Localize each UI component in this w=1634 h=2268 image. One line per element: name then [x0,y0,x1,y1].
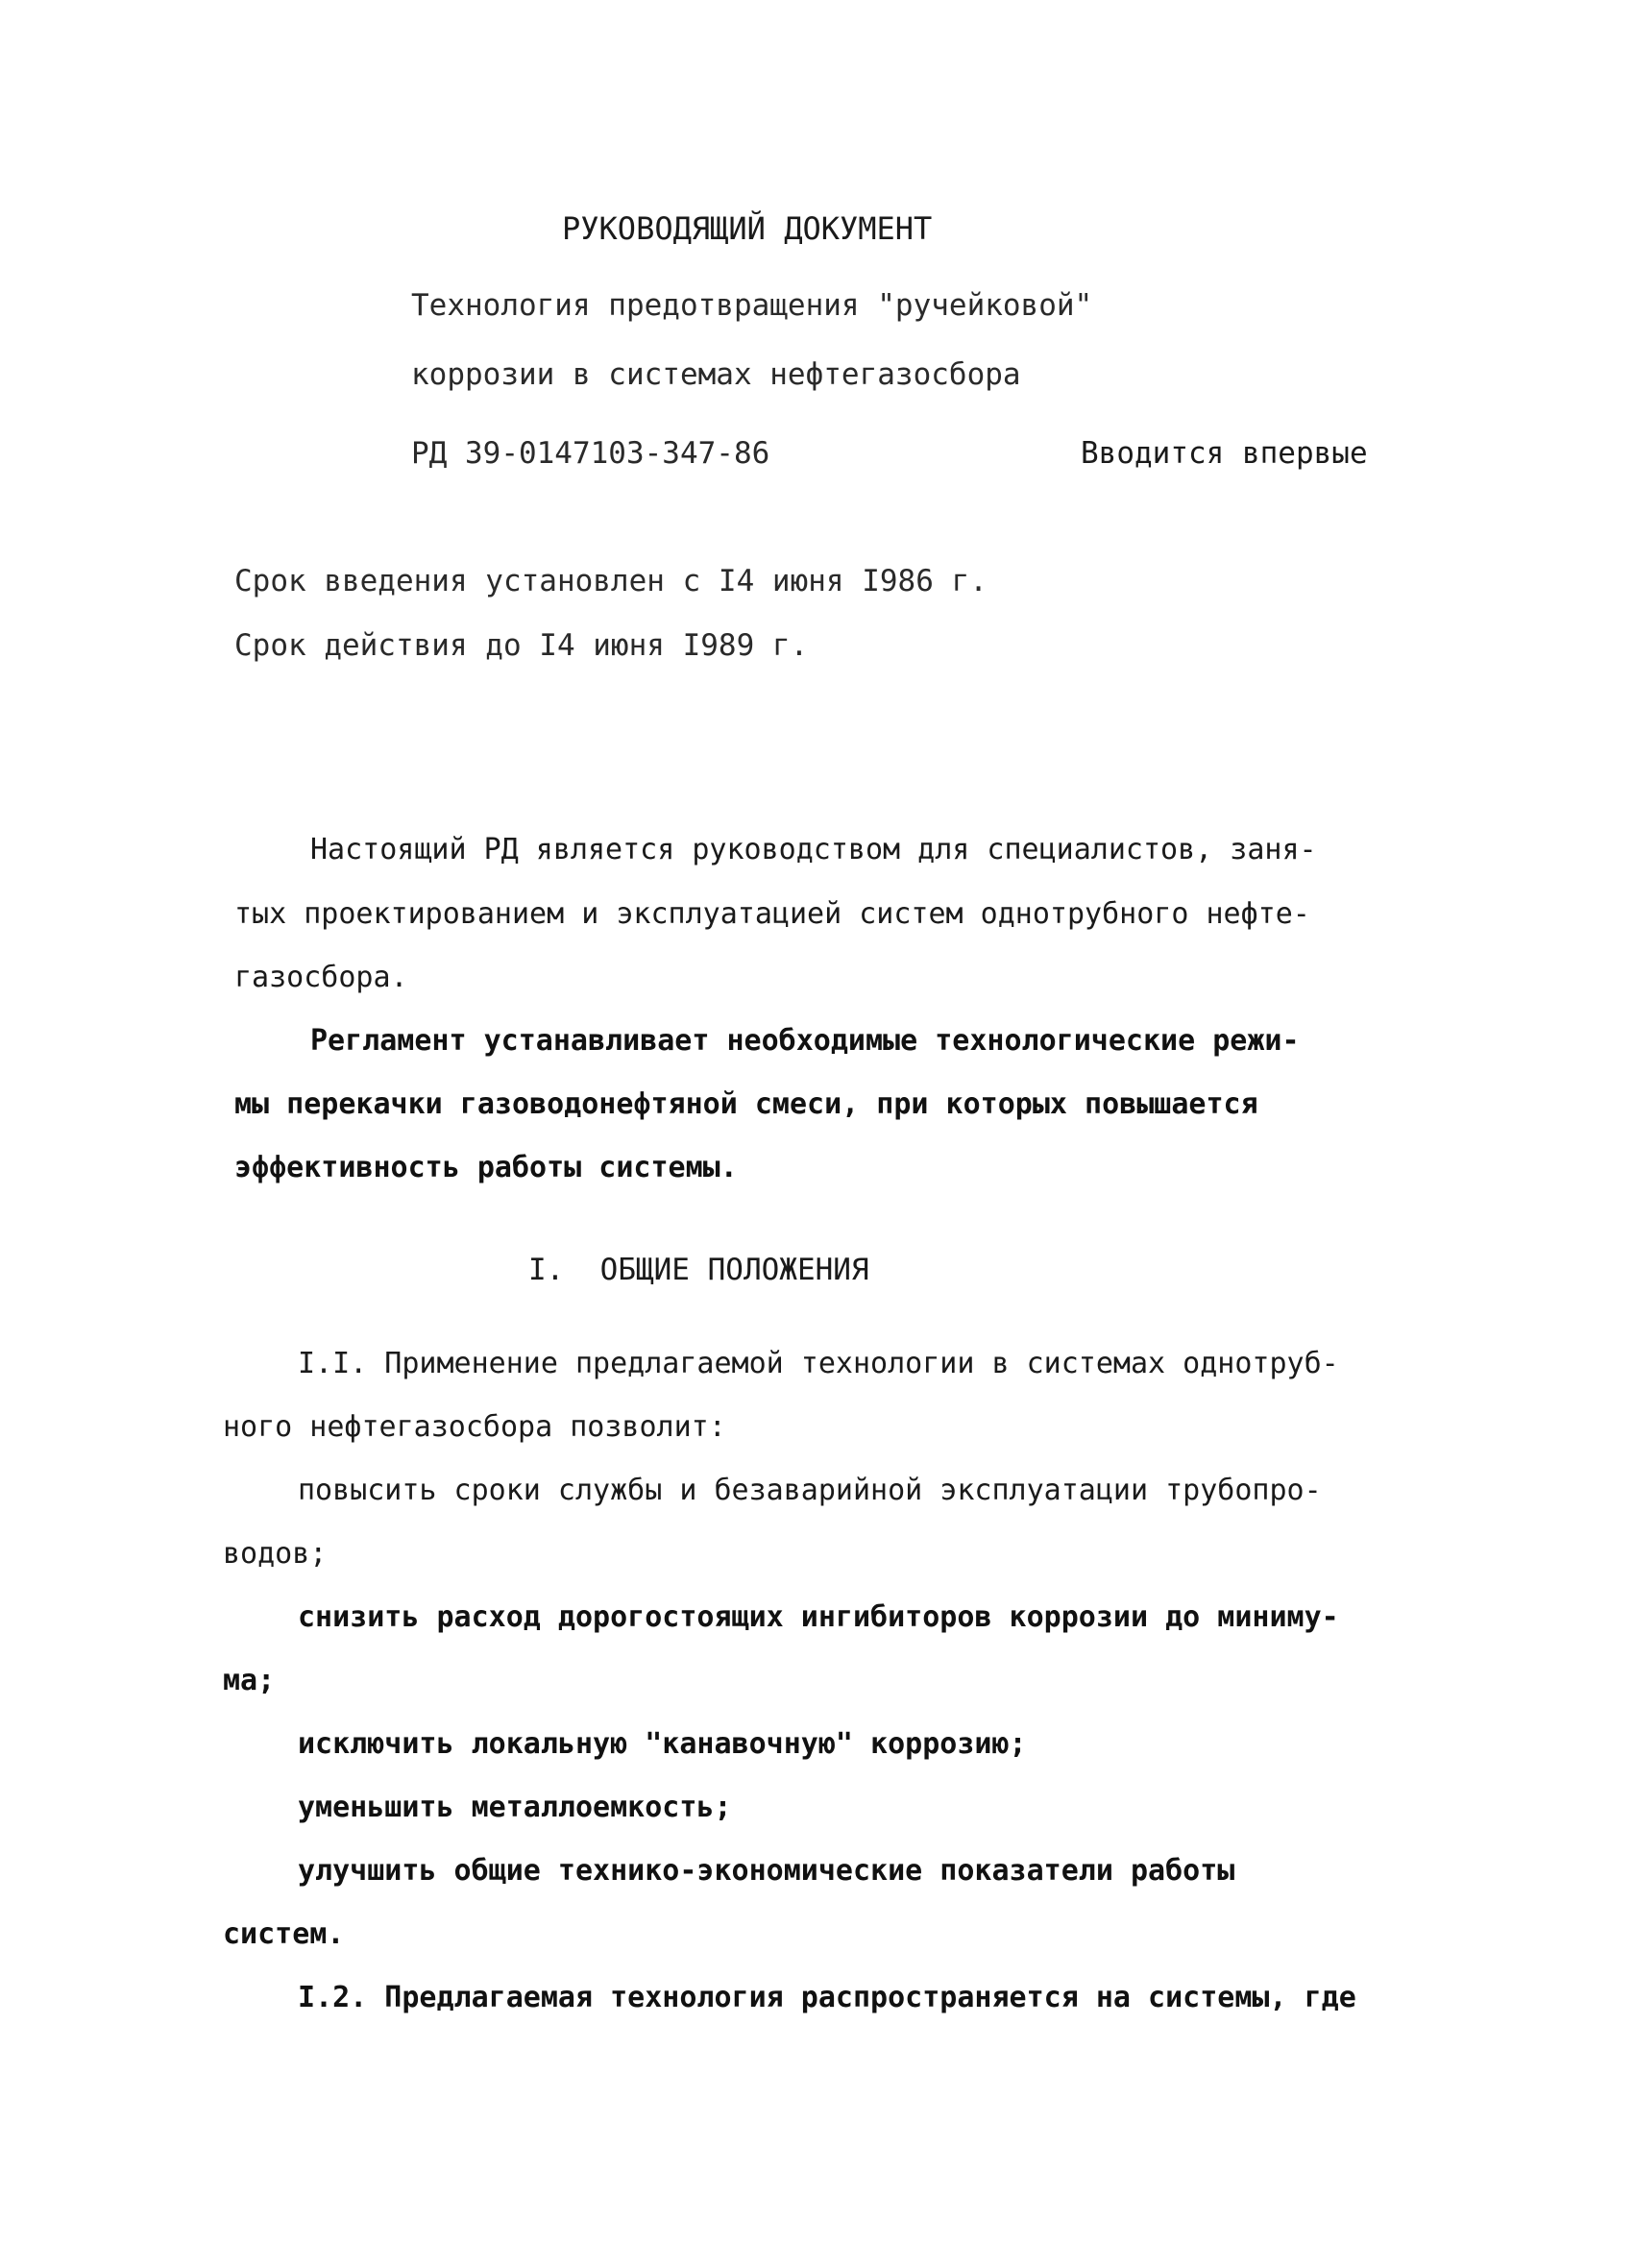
title-line-1: Технология предотвращения "ручейковой" [411,288,1093,323]
bullet-4: уменьшить металлоемкость; [298,1791,732,1824]
bullet-5-line2: систем. [223,1917,345,1951]
preamble-p1-line3: газосбора. [234,961,408,994]
bullet-1-line2: водов; [223,1537,328,1571]
doc-code: РД 39-0147103-347-86 [411,436,770,471]
preamble-p1-line2: тых проектированием и эксплуатацией систем однотрубного нефте- [234,897,1310,931]
preamble-p2-line1: Регламент устанавливает необходимые технологические режи- [310,1024,1300,1058]
bullet-5-line1: улучшить общие технико-экономические показатели работы [298,1854,1235,1888]
bullet-2-line1: снизить расход дорогостоящих ингибиторов коррозии до миниму- [298,1600,1339,1634]
clause-1-1-line2: ного нефтегазосбора позволит: [223,1410,726,1444]
clause-1-2-line1: I.2. Предлагаемая технология распространяется на системы, где [298,1981,1356,2014]
preamble-p1-line1: Настоящий РД является руководством для специалистов, заня- [310,833,1317,866]
preamble-p2-line2: мы перекачки газоводонефтяной смеси, при которых повышается [234,1087,1258,1121]
clause-1-1-line1: I.I. Применение предлагаемой технологии в системах однотруб- [298,1347,1339,1380]
bullet-1-line1: повысить сроки службы и безаварийной эксплуатации трубопро- [298,1474,1322,1507]
effective-from-date: Срок введения установлен с I4 июня I986 г. [234,564,988,598]
bullet-3: исключить локальную "канавочную" коррозию; [298,1727,1027,1761]
intro-note: Вводится впервые [1081,436,1368,471]
title-line-2: коррозии в системах нефтегазосбора [411,357,1021,392]
preamble-p2-line3: эффективность работы системы. [234,1151,738,1184]
valid-until-date: Срок действия до I4 июня I989 г. [234,628,809,663]
bullet-2-line2: ма; [223,1664,276,1697]
section-1-title: I. ОБЩИЕ ПОЛОЖЕНИЯ [528,1253,869,1287]
doc-type-heading: РУКОВОДЯЩИЙ ДОКУМЕНТ [562,210,933,247]
